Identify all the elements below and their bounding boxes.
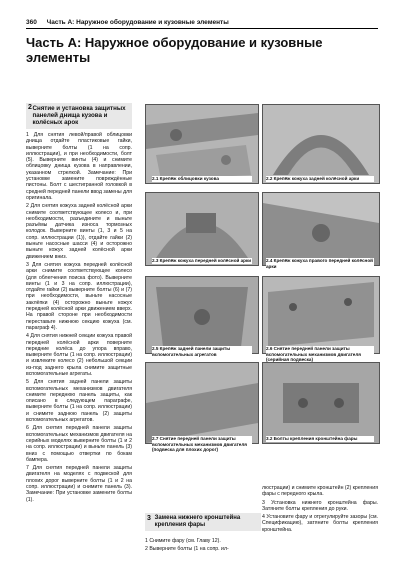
figure-caption: 2.5 Крепёж задней панели защиты вспомогательных агрегатов	[152, 346, 252, 357]
wheel-arch-photo	[263, 105, 379, 183]
paragraph: 6 Для снятия передней панели защиты вспомогательных механизмов двигателя на серийных моделях выверните болты (1 и 2 на сопр. иллюстрации) и выньте панель (3) вниз с помощью отвертки по бокам бампера.	[26, 425, 132, 463]
running-title: Часть А: Наружное оборудование и кузовные элементы	[46, 19, 229, 26]
paragraph: 7 Для снятия передней панели защиты двигателя на моделях с подвеской для плохих дорог выверните болты (1 и 2 на сопр. иллюстрации) и снимите панель (3). Замечание: При установке замените болты (1).	[26, 465, 132, 503]
section-number: 3	[147, 515, 151, 522]
figure-caption: 2.7 Снятие передней панели защиты вспомогательных механизмов двигателя (подвеска для плохих дорог)	[152, 436, 252, 453]
figure-photo	[262, 104, 380, 184]
figure-photo	[262, 276, 380, 354]
paragraph: 3 Установка нижнего кронштейна фары. Затяните болты крепления до руки.	[262, 499, 378, 512]
paragraph: люстрации) и снимите кронштейн (2) крепления фары с передного крыла.	[262, 485, 378, 498]
left-column	[26, 103, 132, 505]
paragraph: 1 Снимите фару (см. Главу 12).	[145, 538, 221, 544]
figure-photo	[145, 192, 259, 266]
figure-photo	[145, 276, 259, 354]
section-title: Снятие и установка защитных панелей днища кузова и колёсных арок	[32, 105, 126, 126]
header-rule	[26, 28, 378, 29]
front-guard-photo	[263, 277, 379, 353]
figure-photo	[262, 192, 380, 266]
rough-road-guard-photo	[146, 363, 258, 443]
paragraph: 4 Установите фару и отрегулируйте зазоры (см. Спецификацию), затяните болты крепления кронштейна.	[262, 514, 378, 533]
figure-photo	[262, 362, 380, 444]
figure-caption: 2.4 Крепёж кожуха правого передней колёсной арки	[266, 258, 373, 269]
headlight-bracket-photo	[263, 363, 379, 443]
section-title: Замена нижнего кронштейна крепления фары	[154, 515, 241, 528]
paragraph: 3 Для снятия кожуха передней колёсной арки снимите соответствующее колесо (для облегчения поиска фото). Выверните винты (1 и 3 на сопр. иллюстрации), отдайте гайки (2) выверните болты (6) и (7) при необходимости, выньте насосные заклёпки (4) осторожно выньте кожух передней колёсной арки движением вверх. На правой стороне при необходимости переставьте нижнюю секцию кожуха (см. параграф 4).	[26, 261, 132, 331]
figure-caption: 2.2 Крепёж кожуха задней колёсной арки	[266, 176, 374, 182]
figure-caption: 2.6 Снятие передней панели защиты вспомогательных механизмов двигателя (серийная подвеска)	[266, 346, 374, 363]
section-number: 2	[28, 104, 32, 111]
rear-guard-photo	[146, 277, 258, 353]
figure-photo	[145, 362, 259, 444]
section-3-text	[145, 538, 257, 555]
running-header	[26, 19, 229, 26]
section-2-heading	[26, 103, 132, 129]
paragraph: 2 Для снятия кожуха задней колёсной арки снимите соответствующее колесо и, при необходимости, разъедините и выньте разъёмы датчика износа тормозных колодок. Выверните винты (1, 3 и 5 на сопр. иллюстрации (1)), отдайте гайки (2) выньте насосные шасси (4) и осторожно выньте кожух задней колёсной арки движением вниз.	[26, 203, 132, 260]
figure-caption: 2.1 Крепёж облицовки кузова	[152, 176, 252, 182]
paragraph: 2 Выверните болты (1 на сопр. ил-	[145, 546, 229, 553]
figure-caption: 3.2 Болты крепления кронштейна фары	[266, 436, 374, 442]
right-arch-photo	[263, 193, 379, 265]
undercarriage-photo	[146, 105, 258, 183]
front-arch-photo	[146, 193, 258, 265]
page-number: 360	[26, 19, 37, 26]
figure-photo	[145, 104, 259, 184]
section-3-heading	[145, 513, 261, 531]
paragraph: 1 Для снятия левой/правой облицовки днища отдайте пластиковые гайки, выверните болты (1 на сопр. иллюстрации), и при необходимости, болт (5). Выверните винты (4) и снимите облицовку днища кузова в направлении, указанном стрелкой. Замечание: При установке замените повреждённые пистоны. Болт с шестигранной головкой в средней передней панели ввод замены для оригинала.	[26, 132, 132, 201]
figure-caption: 2.3 Крепёж кожуха передней колёсной арки	[152, 258, 252, 263]
chapter-title: Часть А: Наружное оборудование и кузовные элементы	[26, 35, 323, 65]
paragraph: 5 Для снятия задней панели защиты вспомогательных механизмов двигателя снимите переднюю панель защиты, как описано в следующем параграфе, выверните болты (1 на сопр. иллюстрации) и снимите заднюю панель (2) защиты вспомогательных агрегатов.	[26, 379, 132, 424]
paragraph: 4 Для снятия нижней секции кожуха правой передней колёсной арки поверните передние колёса до упора вправо, выверните болты (1 на сопр. иллюстрации) и извлеките колесо (2) небольшой секции из-под заднего крыла снимите защитные вспомогательные агрегаты.	[26, 333, 132, 377]
right-column-text	[262, 485, 378, 535]
